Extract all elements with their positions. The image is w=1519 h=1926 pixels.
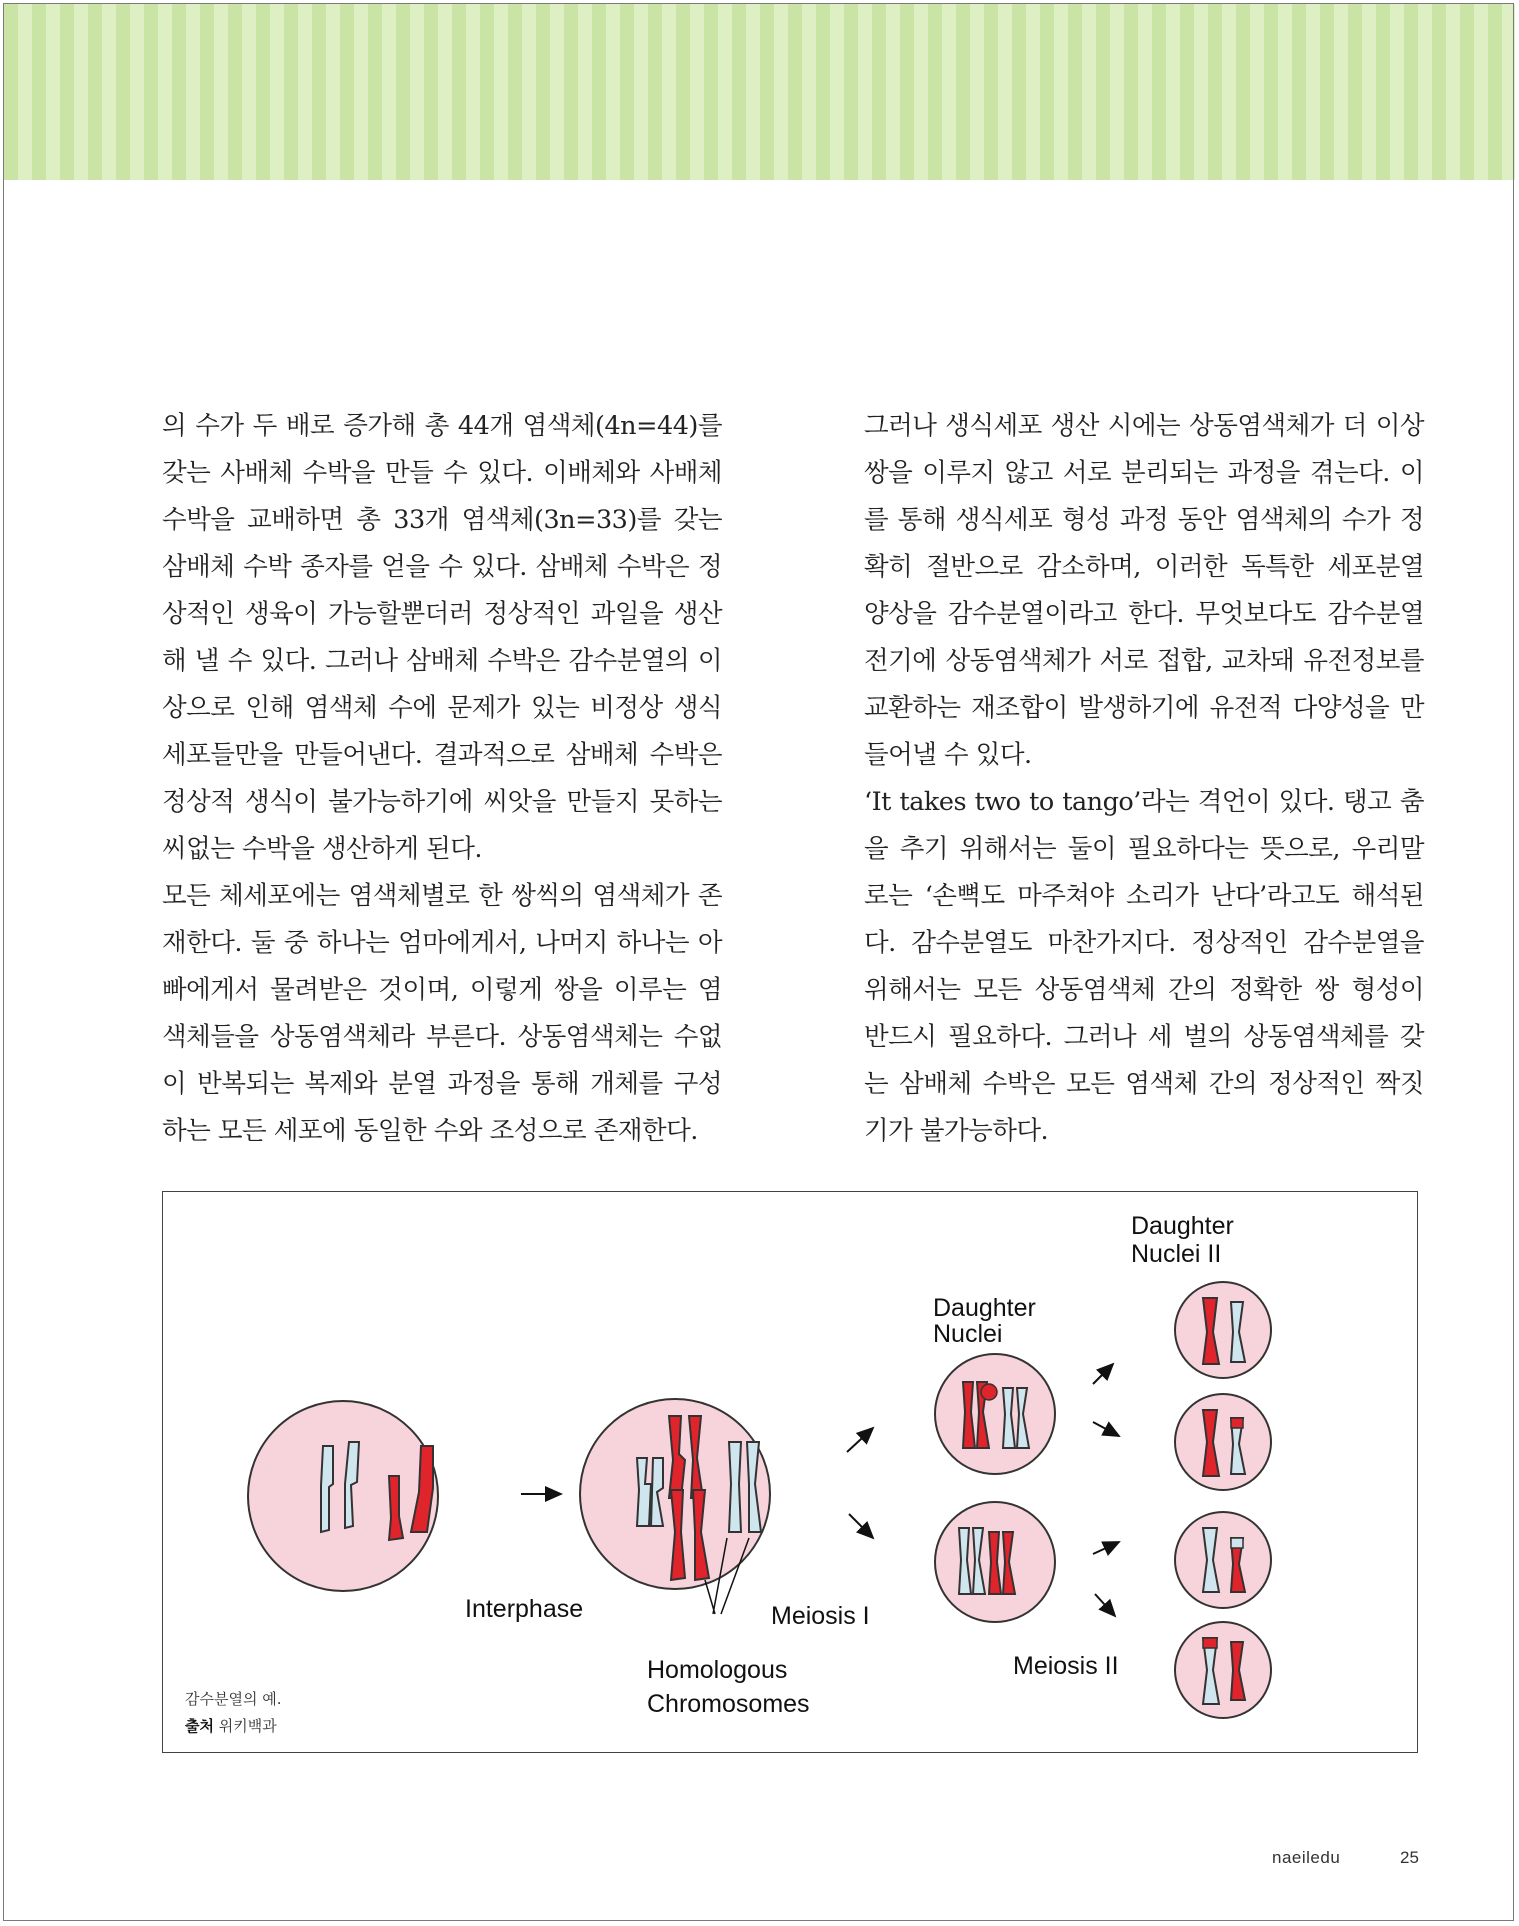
figure-caption — [185, 1686, 281, 1740]
caption-source-label: 출처 — [185, 1717, 214, 1735]
arrow-icon — [1093, 1542, 1119, 1554]
daughter-nucleus-top — [935, 1354, 1055, 1474]
meiosis-figure — [162, 1191, 1418, 1753]
pointer-line — [705, 1580, 715, 1614]
page-number: 25 — [1400, 1848, 1419, 1867]
nuclei-ii-label: Nuclei II — [1131, 1240, 1222, 1268]
arrow-icon — [1093, 1422, 1119, 1436]
daughter-nucleus-ii-3 — [1175, 1512, 1271, 1608]
meiosis-i-label: Meiosis I — [771, 1602, 870, 1630]
chromosomes-label: Chromosomes — [647, 1690, 810, 1718]
arrow-icon — [1093, 1364, 1113, 1384]
arrow-icon — [849, 1514, 873, 1538]
daughter-nucleus-bottom — [935, 1502, 1055, 1622]
body-paragraph: 의 수가 두 배로 증가해 총 44개 염색체(4n=44)를 갖는 사배체 수박을 만들 수 있다. 이배체와 사배체 수박을 교배하면 총 33개 염색체(3n=33)를 갖는 삼배체 수박 종자를 얻을 수 있다. 삼배체 수박은 정상적인 생육이 가능할뿐더러 정상적인 과일을 생산해 낼 수 있다. 그러나 삼배체 수박은 감수분열의 이상으로 인해 염색체 수에 문제가 있는 비정상 생식세포들만을 만들어낸다. 결과적으로 삼배체 수박은 정상적 생식이 불가능하기에 씨앗을 만들지 못하는 씨없는 수박을 생산하게 된다. — [162, 411, 722, 864]
arrow-icon — [1095, 1594, 1115, 1616]
daughter-nucleus-ii-4 — [1175, 1622, 1271, 1718]
text-column-left — [162, 403, 722, 1155]
arrow-icon — [847, 1428, 873, 1452]
footer-brand: naeiledu — [1272, 1848, 1341, 1867]
body-paragraph: ‘It takes two to tango’라는 격언이 있다. 탱고 춤을 추기 위해서는 둘이 필요하다는 뜻으로, 우리말로는 ‘손뼉도 마주쳐야 소리가 난다’라고도 해석된다. 감수분열도 마찬가지다. 정상적인 감수분열을 위해서는 모든 상동염색체 간의 정확한 쌍 형성이 반드시 필요하다. 그러나 세 벌의 상동염색체를 갖는 삼배체 수박은 모든 염색체 간의 정상적인 짝짓기가 불가능하다. — [864, 787, 1424, 1146]
body-paragraph: 모든 체세포에는 염색체별로 한 쌍씩의 염색체가 존재한다. 둘 중 하나는 엄마에게서, 나머지 하나는 아빠에게서 물려받은 것이며, 이렇게 쌍을 이루는 염색체들을 상동염색체라 부른다. 상동염색체는 수없이 반복되는 복제와 분열 과정을 통해 개체를 구성하는 모든 세포에 동일한 수와 조성으로 존재한다. — [162, 881, 722, 1146]
daughter-label: Daughter — [933, 1294, 1036, 1322]
meiosis-diagram — [163, 1192, 1419, 1754]
daughter-ii-label: Daughter — [1131, 1212, 1234, 1240]
daughter-nucleus-ii-2 — [1175, 1394, 1271, 1490]
caption-source — [185, 1713, 281, 1740]
body-paragraph: 그러나 생식세포 생산 시에는 상동염색체가 더 이상 쌍을 이루지 않고 서로 분리되는 과정을 겪는다. 이를 통해 생식세포 형성 과정 동안 염색체의 수가 정확히 절반으로 감소하며, 이러한 독특한 세포분열 양상을 감수분열이라고 한다. 무엇보다도 감수분열 전기에 상동염색체가 서로 접합, 교차돼 유전정보를 교환하는 재조합이 발생하기에 유전적 다양성을 만들어낼 수 있다. — [864, 411, 1424, 770]
meiosis-ii-label: Meiosis II — [1013, 1652, 1119, 1680]
homologous-label: Homologous — [647, 1656, 788, 1684]
text-column-right — [864, 403, 1424, 1155]
caption-title: 감수분열의 예. — [185, 1690, 282, 1708]
interphase-cell — [248, 1401, 438, 1591]
daughter-nucleus-ii-1 — [1175, 1282, 1271, 1378]
interphase-label: Interphase — [465, 1595, 584, 1623]
caption-source-name: 위키백과 — [218, 1717, 277, 1735]
nuclei-label: Nuclei — [933, 1320, 1003, 1348]
